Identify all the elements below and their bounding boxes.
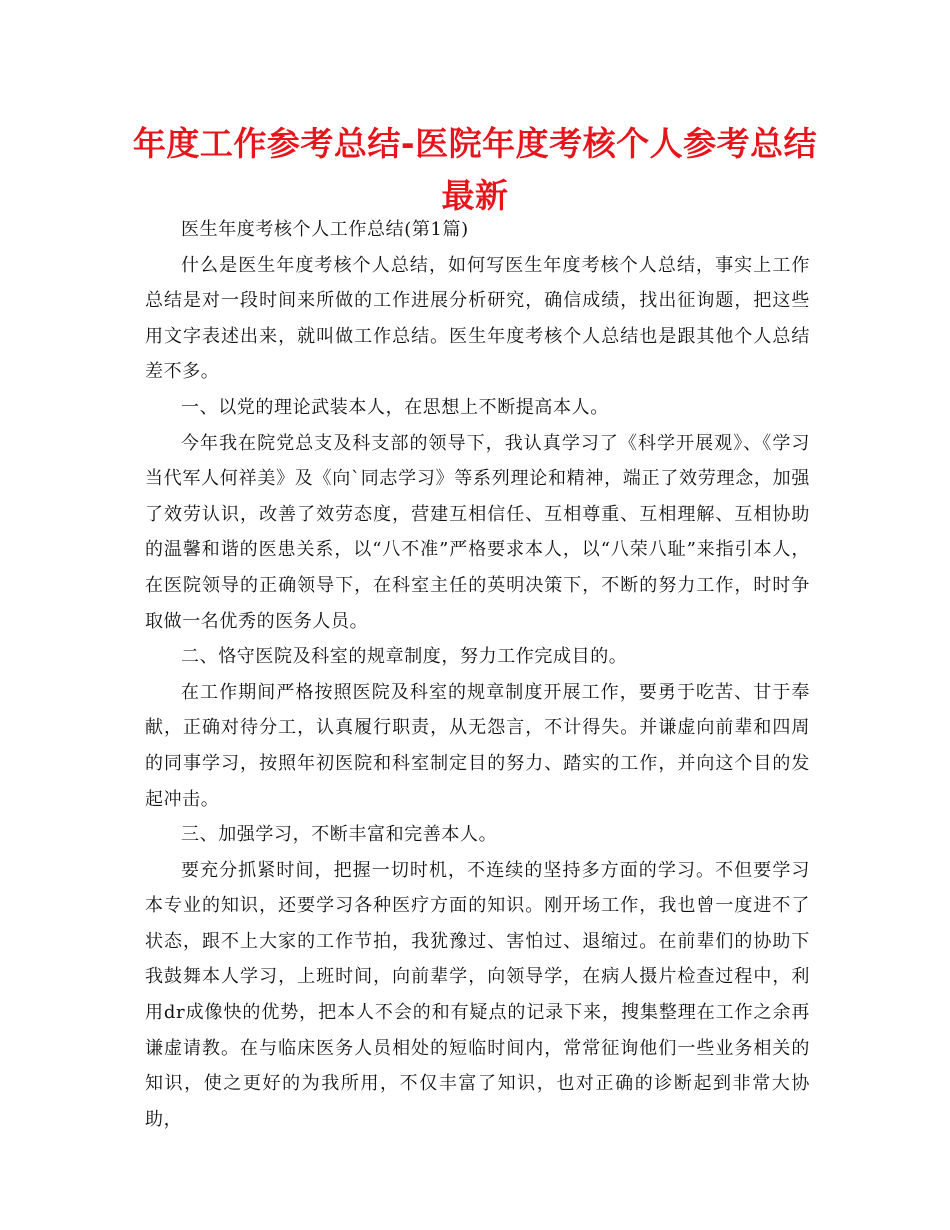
- paragraph-intro: 什么是医生年度考核个人总结，如何写医生年度考核个人总结，事实上工作总结是对一段时间来所做的工作进展分析研究，确信成绩，找出征询题，把这些用文字表述出来，就叫做工作总结。医生年度考核个人总结也是跟其他个人总结差不多。: [145, 254, 810, 383]
- section-subtitle: 医生年度考核个人工作总结(第1篇): [181, 219, 469, 240]
- document-body: [145, 212, 810, 1137]
- section-heading-2: 二、恪守医院及科室的规章制度，努力工作完成目的。: [181, 646, 628, 668]
- paragraph-3: 要充分抓紧时间，把握一切时机，不连续的坚持多方面的学习。不但要学习本专业的知识，还要学习各种医疗方面的知识。刚开场工作，我也曾一度进不了状态，跟不上大家的工作节拍，我犹豫过、害怕过、退缩过。在前辈们的协助下我鼓舞本人学习，上班时间，向前辈学，向领导学，在病人摄片检查过程中，利用dr成像快的优势，把本人不会的和有疑点的记录下来，搜集整理在工作之余再谦虚请教。在与临床医务人员相处的短临时间内，常常征询他们一些业务相关的知识，使之更好的为我所用，不仅丰富了知识，也对正确的诊断起到非常大协助，: [145, 859, 810, 1130]
- document-title: 年度工作参考总结-医院年度考核个人参考总结最新: [132, 124, 818, 215]
- paragraph-1: 今年我在院党总支及科支部的领导下，我认真学习了《科学开展观》、《学习当代军人何祥美》及《向`同志学习》等系列理论和精神，端正了效劳理念，加强了效劳认识，改善了效劳态度，营建互相信任、互相尊重、互相理解、互相协助的温馨和谐的医患关系，以“八不准”严格要求本人，以“八荣八耻”来指引本人，在医院领导的正确领导下，在科室主任的英明决策下，不断的努力工作，时时争取做一名优秀的医务人员。: [145, 432, 810, 632]
- paragraph-2: 在工作期间严格按照医院及科室的规章制度开展工作，要勇于吃苦、甘于奉献，正确对待分工，认真履行职责，从无怨言，不计得失。并谦虚向前辈和四周的同事学习，按照年初医院和科室制定目的努力、踏实的工作，并向这个目的发起冲击。: [145, 681, 810, 810]
- section-heading-3: 三、加强学习，不断丰富和完善本人。: [181, 824, 498, 846]
- section-heading-1: 一、以党的理论武装本人，在思想上不断提高本人。: [181, 396, 609, 418]
